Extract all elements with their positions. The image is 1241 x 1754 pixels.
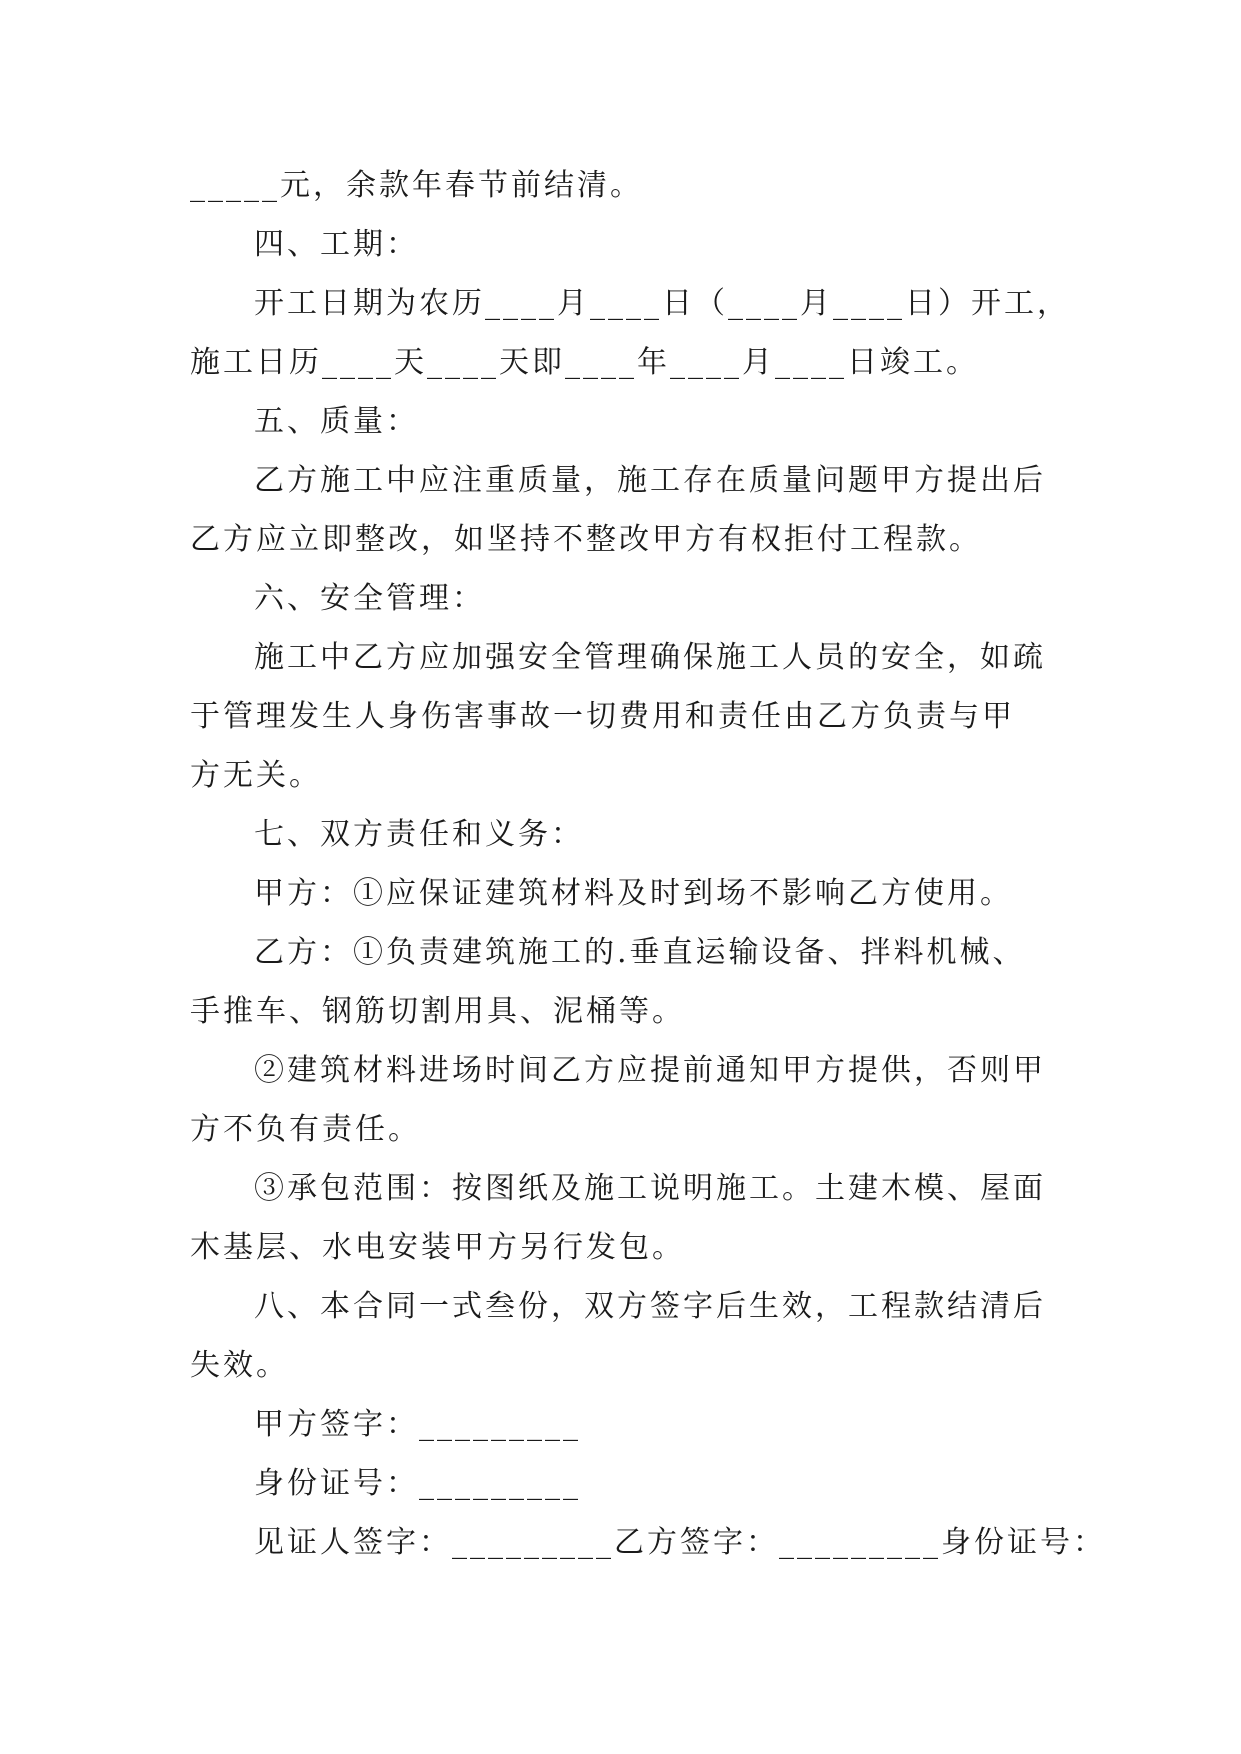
party-b-duty-2-cont: 方不负有责任。 (190, 1112, 421, 1147)
party-a-signature: 甲方签字：_________ (254, 1407, 581, 1442)
section-8-line-1: 八、本合同一式叁份，双方签字后生效，工程款结清后 (254, 1289, 1046, 1324)
party-b-duty-1: 乙方：①负责建筑施工的.垂直运输设备、拌料机械、 (254, 935, 1026, 970)
party-a-duty: 甲方：①应保证建筑材料及时到场不影响乙方使用。 (254, 876, 1013, 911)
section-7-heading: 七、双方责任和义务： (254, 817, 584, 852)
party-b-duty-3: ③承包范围：按图纸及施工说明施工。土建木模、屋面 (254, 1171, 1046, 1206)
party-b-duty-2: ②建筑材料进场时间乙方应提前通知甲方提供，否则甲 (254, 1053, 1046, 1088)
quality-line-1: 乙方施工中应注重质量，施工存在质量问题甲方提出后 (254, 463, 1046, 498)
section-6-heading: 六、安全管理： (254, 581, 485, 616)
safety-line-1: 施工中乙方应加强安全管理确保施工人员的安全，如疏 (254, 640, 1046, 675)
party-b-duty-3-cont: 木基层、水电安装甲方另行发包。 (190, 1230, 685, 1265)
section-5-heading: 五、质量： (254, 404, 419, 439)
party-a-id-number: 身份证号：_________ (254, 1466, 581, 1501)
section-4-heading: 四、工期： (254, 227, 419, 262)
schedule-line-1: 开工日期为农历____月____日（____月____日）开工， (254, 286, 1070, 321)
schedule-line-2: 施工日历____天____天即____年____月____日竣工。 (190, 345, 979, 380)
section-8-line-2: 失效。 (190, 1348, 289, 1383)
contract-body (190, 156, 1106, 1572)
party-b-duty-1-cont: 手推车、钢筋切割用具、泥桶等。 (190, 994, 685, 1029)
safety-line-2: 于管理发生人身伤害事故一切费用和责任由乙方负责与甲 (190, 699, 1015, 734)
payment-line: _____元，余款年春节前结清。 (190, 168, 643, 203)
witness-and-party-b-signature: 见证人签字：_________乙方签字：_________身份证号： (254, 1525, 1106, 1560)
safety-line-3: 方无关。 (190, 758, 322, 793)
quality-line-2: 乙方应立即整改，如坚持不整改甲方有权拒付工程款。 (190, 522, 982, 557)
